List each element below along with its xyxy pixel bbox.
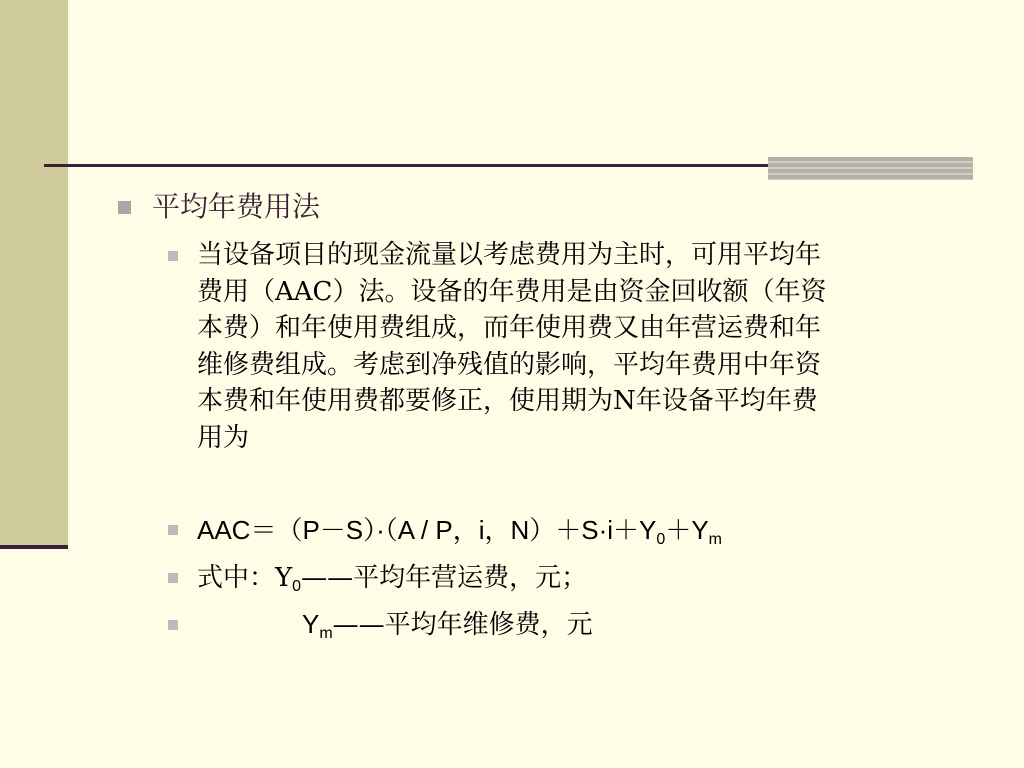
- formula-subscript-m: m: [708, 531, 722, 548]
- paragraph-line: 当设备项目的现金流量以考虑费用为主时，可用平均年: [197, 240, 822, 270]
- square-bullet-icon: [118, 201, 131, 214]
- square-bullet-icon: [168, 573, 178, 583]
- y0-subscript: 0: [292, 578, 302, 595]
- square-bullet-icon: [168, 620, 178, 630]
- y0-definition: [197, 560, 587, 596]
- slide-heading: 平均年费用法: [152, 190, 321, 223]
- paragraph-line: 费用（AAC）法。设备的年费用是由资金回收额（年资: [197, 276, 827, 307]
- ym-subscript: m: [319, 625, 333, 642]
- ym-prefix: Y: [302, 609, 320, 639]
- paragraph-line: 用为: [197, 422, 250, 453]
- square-bullet-icon: [168, 525, 178, 535]
- formula-mid: ＋Y: [665, 515, 709, 545]
- formula-main: AAC＝（P－S）·（A / P，i，N）＋S·i＋Y: [197, 515, 657, 545]
- y0-prefix: 式中：Y: [197, 563, 293, 593]
- y0-description: ——平均年营运费，元；: [301, 563, 588, 593]
- paragraph-line: 本费和年使用费都要修正，使用期为N年设备平均年费: [197, 386, 818, 416]
- description-paragraph: [197, 237, 957, 456]
- formula-subscript-0: 0: [656, 531, 666, 548]
- paragraph-line: 本费）和年使用费组成，而年使用费又由年营运费和年: [197, 313, 822, 343]
- ym-description: ——平均年维修费，元: [332, 610, 593, 640]
- paragraph-line: 维修费组成。考虑到净残值的影响，平均年费用中年资: [197, 349, 822, 380]
- ym-definition: [302, 606, 593, 643]
- square-bullet-icon: [168, 251, 178, 261]
- aac-formula: [197, 512, 722, 548]
